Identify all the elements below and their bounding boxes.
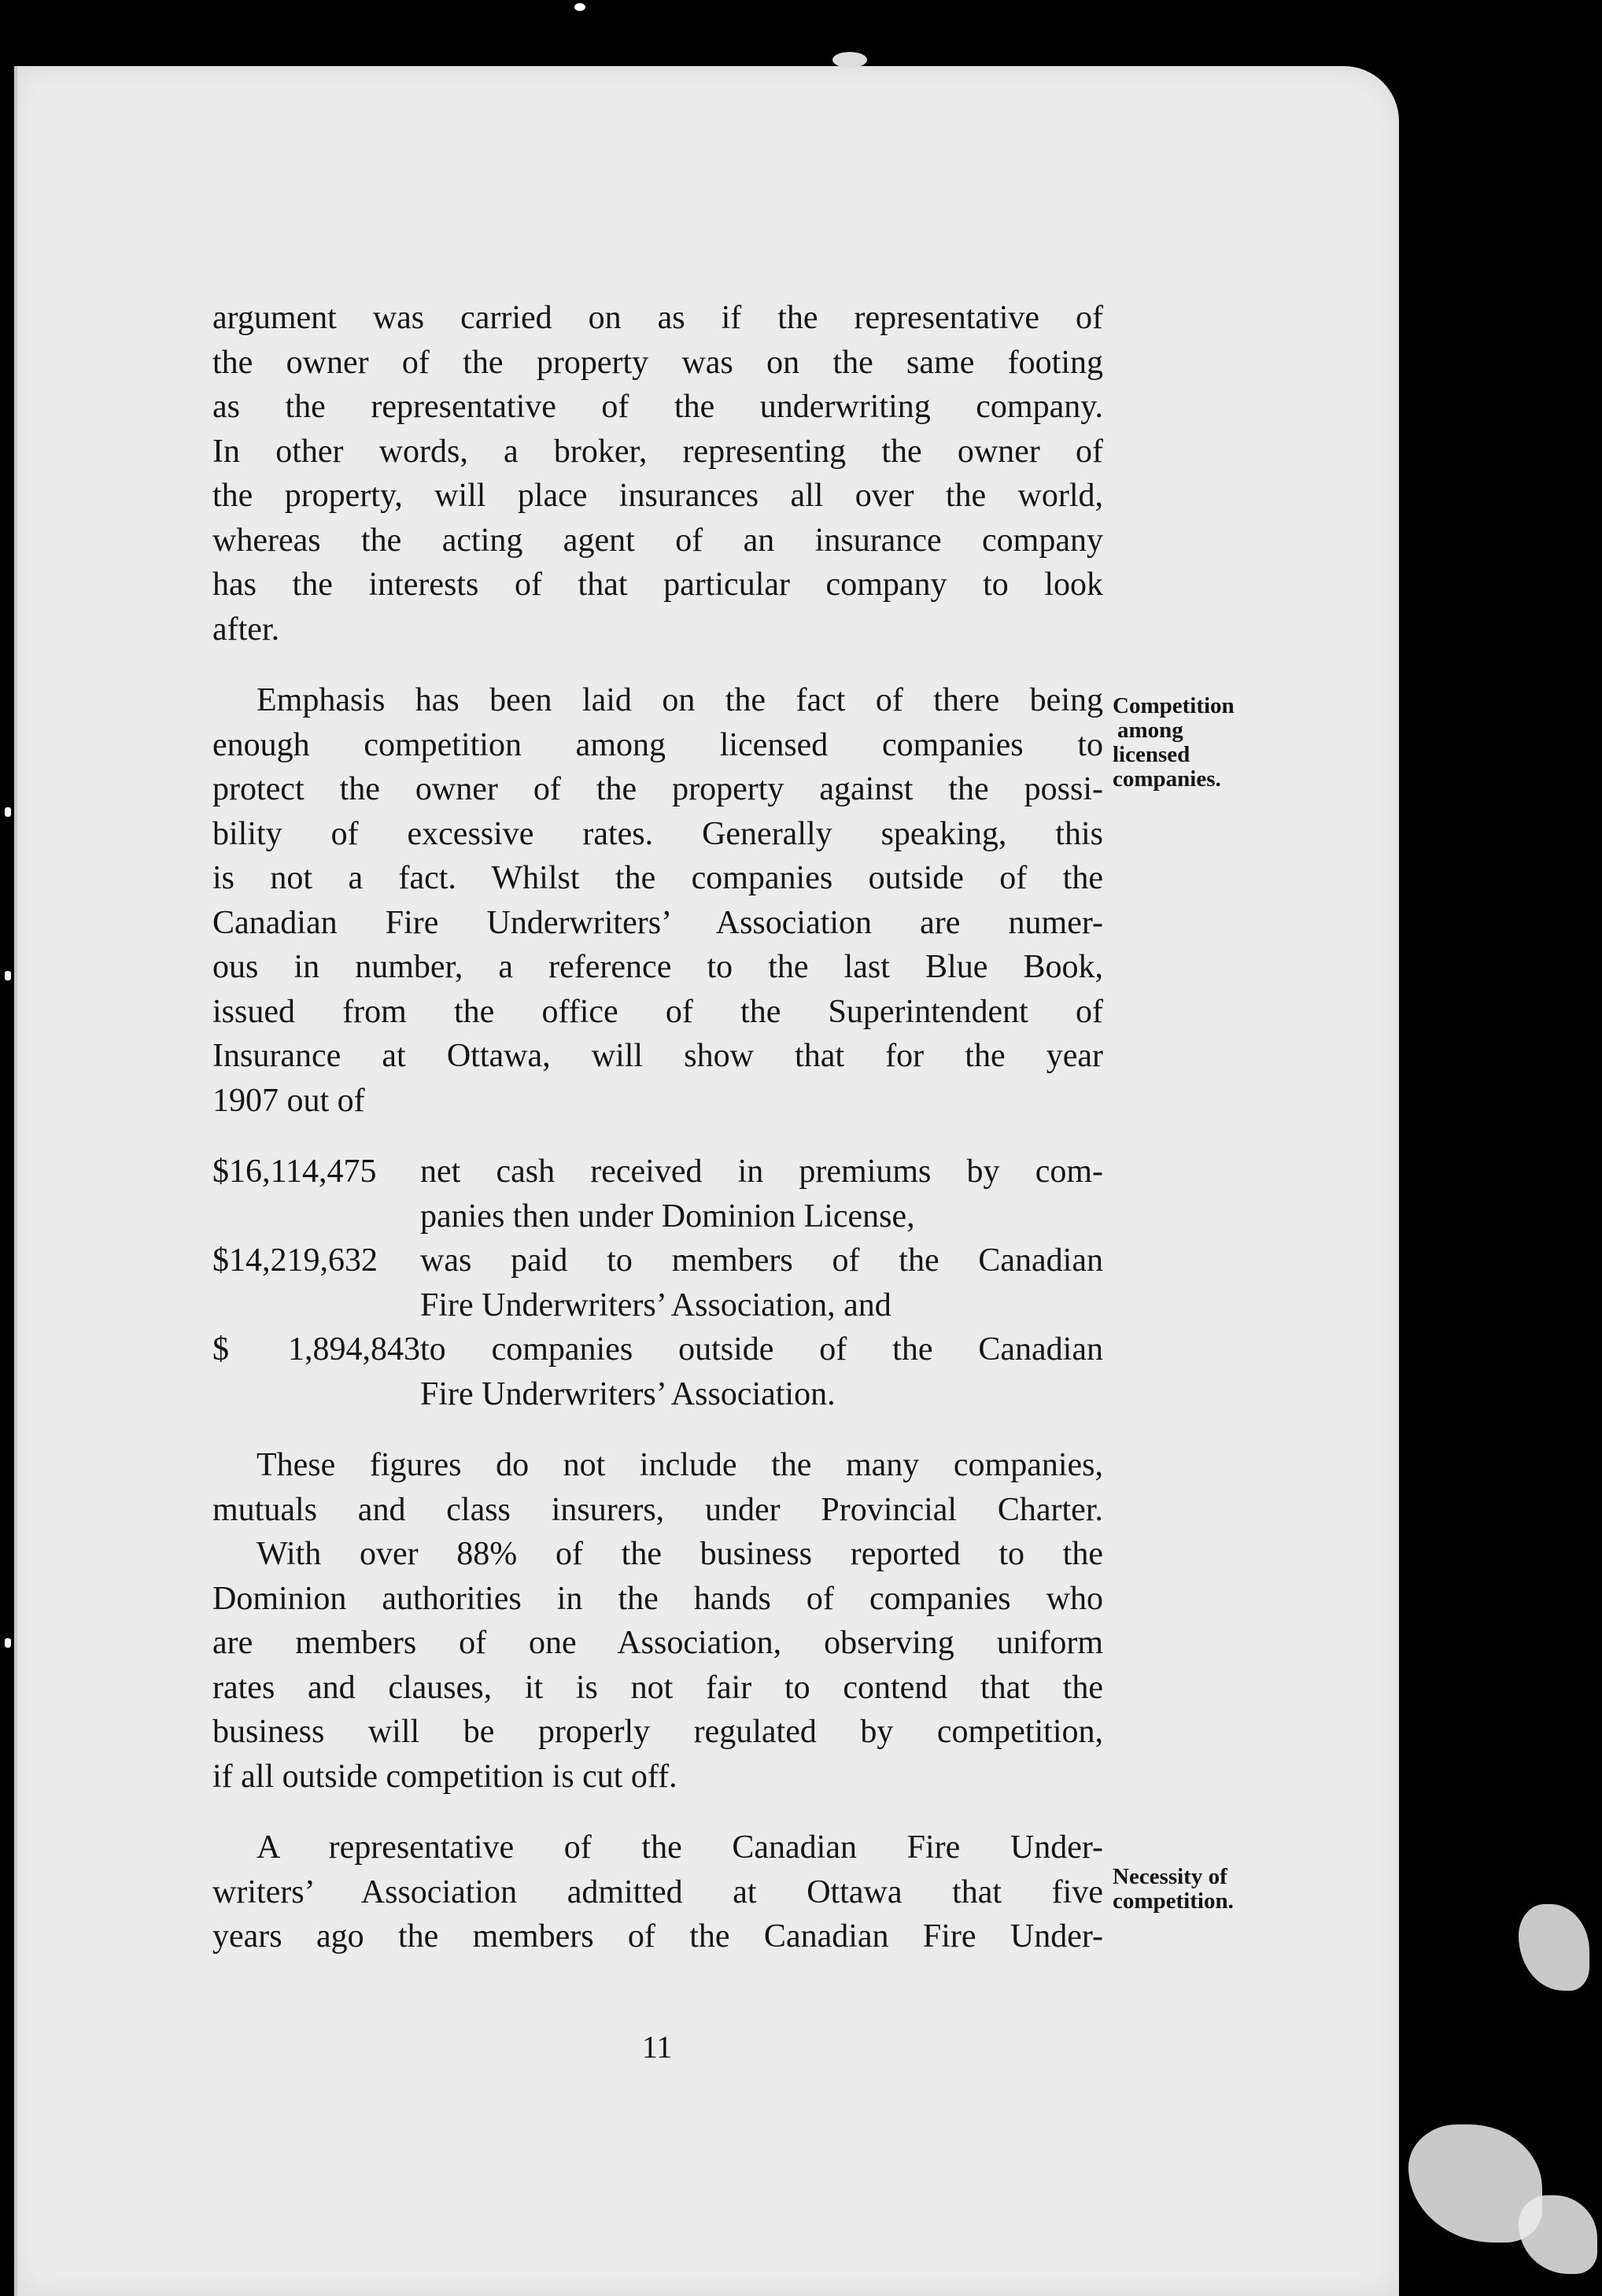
text-line: was paid to members of the Canadian (420, 1242, 1103, 1279)
figure-description (420, 1238, 1103, 1327)
text-line: are members of one Association, observing uniform (212, 1625, 1103, 1661)
figure-amount: $14,219,632 (212, 1242, 378, 1279)
text-line: rates and clauses, it is not fair to contend that the (212, 1669, 1103, 1706)
text-line: whereas the acting agent of an insurance company (212, 522, 1103, 559)
text-line: has the interests of that particular company to look (212, 567, 1103, 603)
text-line: net cash received in premiums by com- (420, 1154, 1103, 1190)
figure-row (212, 1327, 1103, 1416)
text-line: In other words, a broker, representing the owner of (212, 433, 1103, 470)
text-line: Dominion authorities in the hands of companies who (212, 1580, 1103, 1617)
torn-edge-patch (1519, 2195, 1597, 2274)
scan-mark (5, 1638, 11, 1648)
paragraph-figures-note (212, 1443, 1103, 1532)
text-line: 1907 out of (212, 1082, 365, 1119)
figure-amount: $16,114,475 (212, 1154, 377, 1190)
text-line: panies then under Dominion License, (420, 1198, 915, 1235)
text-line: With over 88% of the business reported to the (257, 1536, 1103, 1572)
figure-row (212, 1150, 1103, 1238)
scan-speck (832, 52, 867, 68)
text-line: argument was carried on as if the representative of (212, 300, 1103, 336)
text-line: These figures do not include the many companies, (257, 1447, 1103, 1483)
paragraph-emphasis (212, 678, 1103, 1123)
text-line: Fire Underwriters’ Association, and (420, 1286, 891, 1323)
text-line: enough competition among licensed companies to (212, 726, 1103, 763)
figure-description (420, 1327, 1103, 1416)
text-line: issued from the office of the Superintendent of (212, 993, 1103, 1030)
torn-edge-patch (1519, 1904, 1589, 1991)
scan-mark (5, 807, 11, 817)
text-line: Insurance at Ottawa, will show that for the year (212, 1038, 1103, 1074)
text-line: bility of excessive rates. Generally speaking, this (212, 815, 1103, 852)
text-line: if all outside competition is cut off. (212, 1758, 677, 1795)
text-line: Emphasis has been laid on the fact of there being (257, 682, 1103, 718)
scan-mark (5, 971, 11, 980)
figure-row (212, 1238, 1103, 1327)
text-line: ous in number, a reference to the last Blue Book, (212, 949, 1103, 985)
paragraph-argument (212, 296, 1103, 652)
premium-figures (212, 1150, 1103, 1416)
page-number: 11 (641, 2029, 673, 2065)
spacer (212, 1123, 1103, 1150)
paragraph-representative (212, 1825, 1103, 1959)
text-line: the owner of the property was on the same footing (212, 344, 1103, 381)
scan-speck (574, 3, 585, 11)
text-line: to companies outside of the Canadian (420, 1331, 1103, 1368)
text-line: mutuals and class insurers, under Provincial Charter. (212, 1491, 1103, 1528)
sidenote-competition (1113, 694, 1301, 792)
sidenote-line: Necessity of (1113, 1864, 1227, 1889)
text-line: years ago the members of the Canadian Fire Under- (212, 1918, 1103, 1955)
text-line: protect the owner of the property against the possi- (212, 771, 1103, 807)
text-line: writers’ Association admitted at Ottawa that five (212, 1873, 1103, 1910)
page-edge-left (14, 66, 17, 2296)
text-line: A representative of the Canadian Fire Under- (257, 1829, 1103, 1866)
sidenote-necessity (1113, 1865, 1301, 1914)
text-line: after. (212, 611, 280, 648)
figure-amount: $ 1,894,843 (212, 1331, 420, 1368)
text-line: business will be properly regulated by competition, (212, 1714, 1103, 1750)
sidenote-line: licensed (1113, 742, 1190, 767)
sidenote-line: among (1117, 718, 1183, 743)
spacer (212, 1799, 1103, 1825)
body-text (212, 296, 1103, 1959)
figure-description (420, 1150, 1103, 1238)
text-line: is not a fact. Whilst the companies outside of the (212, 860, 1103, 896)
paragraph-over-88 (212, 1532, 1103, 1799)
text-line: as the representative of the underwriting company. (212, 389, 1103, 425)
sidenote-line: competition. (1113, 1888, 1234, 1914)
spacer (212, 652, 1103, 678)
sidenote-line: Competition (1113, 693, 1235, 718)
spacer (212, 1416, 1103, 1443)
text-line: Canadian Fire Underwriters’ Association are numer- (212, 904, 1103, 941)
text-line: Fire Underwriters’ Association. (420, 1375, 836, 1412)
sidenote-line: companies. (1113, 766, 1221, 792)
text-line: the property, will place insurances all over the world, (212, 478, 1103, 514)
